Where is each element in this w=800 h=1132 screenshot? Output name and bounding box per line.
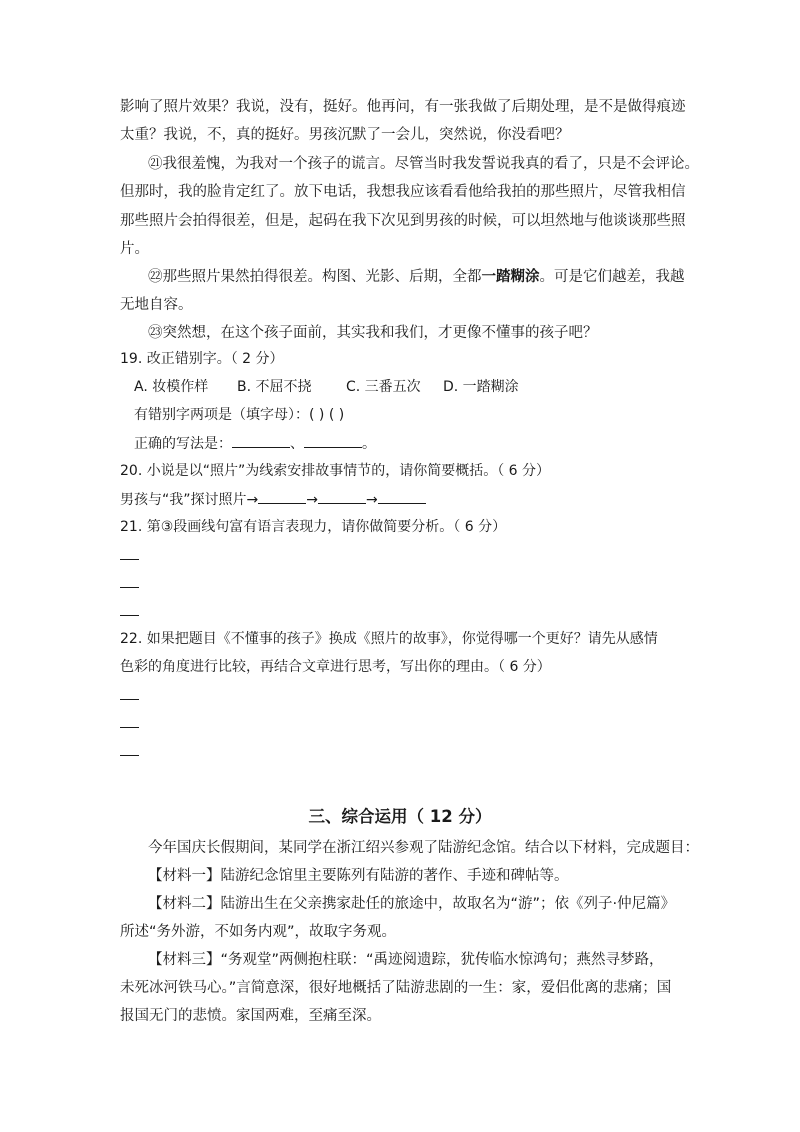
answer-line[interactable] <box>120 587 139 588</box>
answer-line[interactable] <box>120 615 139 616</box>
material-1: 【材料一】陆游纪念馆里主要陈列有陆游的著作、手迹和碑帖等。 <box>148 868 569 884</box>
story-text-line: ㉓突然想，在这个孩子面前，其实我和我们，才更像不懂事的孩子吧？ <box>148 325 598 341</box>
question-20-title: 20. 小说是以“照片”为线索安排故事情节的，请你简要概括。（ 6 分） <box>120 463 551 479</box>
question-22-title: 22. 如果把题目《不懂事的孩子》换成《照片的故事》，你觉得哪一个更好？请先从感情 <box>120 631 658 647</box>
question-19-title: 19. 改正错别字。（ 2 分） <box>120 351 284 367</box>
story-text-line: 那些照片会拍得很差，但是，起码在我下次见到男孩的时候，可以坦然地与他谈谈那些照 <box>120 213 686 229</box>
story-text-line: 影响了照片效果？我说，没有，挺好。他再问，有一张我做了后期处理，是不是做得痕迹 <box>120 99 686 115</box>
story-text-line: ㉑我很羞愧，为我对一个孩子的谎言。尽管当时我发誓说我真的看了，只是不会评论。 <box>148 156 699 172</box>
q19-option-c: C. 三番五次 <box>346 379 421 395</box>
story-text-segment: ㉒那些照片果然拍得很差。构图、光影、后期，全都 <box>148 269 482 285</box>
question-21-title: 21. 第③段画线句富有语言表现力，请你做简要分析。（ 6 分） <box>120 519 507 535</box>
arrow-icon: → <box>306 492 318 508</box>
q19-answer-prompt[interactable]: 有错别字两项是（填字母）：( ) ( ) <box>134 407 345 423</box>
story-text-line: 太重？我说，不，真的挺好。男孩沉默了一会儿，突然说，你没看吧？ <box>120 127 570 143</box>
story-text-line <box>148 267 685 287</box>
arrow-icon: → <box>246 492 259 508</box>
section-3-intro: 今年国庆长假期间，某同学在浙江绍兴参观了陆游纪念馆。结合以下材料，完成题目： <box>148 840 699 856</box>
answer-line[interactable] <box>120 727 139 728</box>
q19-correct-label: 正确的写法是： <box>134 436 232 452</box>
story-text-line: 无地自容。 <box>120 297 193 313</box>
q20-flow-row <box>120 489 426 510</box>
material-2: 所述“务外游，不如务内观”，故取字务观。 <box>120 924 397 940</box>
q19-option-b: B. 不屈不挠 <box>237 379 312 395</box>
answer-blank[interactable] <box>258 489 306 504</box>
material-3: 未死冰河铁马心。”言简意深，很好地概括了陆游悲剧的一生：家，爱侣仳离的悲痛；国 <box>120 980 672 996</box>
q19-option-a: A. 妆模作样 <box>134 379 209 395</box>
period: 。 <box>362 436 376 452</box>
highlighted-phrase: 一踏糊涂 <box>481 269 540 285</box>
answer-blank[interactable] <box>378 489 426 504</box>
arrow-icon: → <box>365 492 378 508</box>
section-3-title: 三、综合运用（ 12 分） <box>308 807 492 826</box>
answer-blank[interactable] <box>318 489 366 504</box>
flow-start-text: 男孩与“我”探讨照片 <box>120 492 247 508</box>
q19-correct-row <box>134 433 376 454</box>
answer-line[interactable] <box>120 699 139 700</box>
material-3: 报国无门的悲愤。家国两难，至痛至深。 <box>120 1008 381 1024</box>
material-3: 【材料三】“务观堂”两侧抱柱联：“禹迹阅遗踪，犹传临水惊鸿句；燕然寻梦路， <box>148 952 664 968</box>
story-text-segment: 。可是它们越差，我越 <box>539 269 685 285</box>
question-22-title: 色彩的角度进行比较，再结合文章进行思考，写出你的理由。（ 6 分） <box>120 659 551 675</box>
answer-line[interactable] <box>120 755 139 756</box>
q19-option-d: D. 一踏糊涂 <box>443 379 519 395</box>
answer-blank[interactable] <box>232 433 290 448</box>
story-text-line: 片。 <box>120 241 149 257</box>
separator: 、 <box>290 436 304 452</box>
material-2: 【材料二】陆游出生在父亲携家赴任的旅途中，故取名为“游”；依《列子·仲尼篇》 <box>148 896 676 912</box>
answer-blank[interactable] <box>304 433 362 448</box>
answer-line[interactable] <box>120 559 139 560</box>
story-text-line: 但那时，我的脸肯定红了。放下电话，我想我应该看看他给我拍的那些照片，尽管我相信 <box>120 184 686 200</box>
